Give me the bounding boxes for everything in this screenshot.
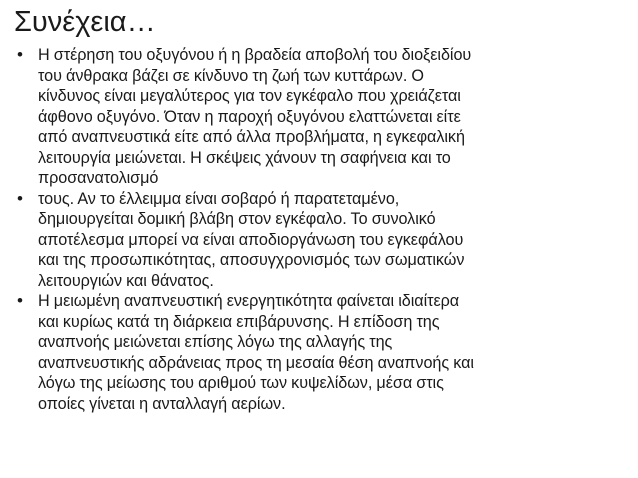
bullet-line: Η μειωμένη αναπνευστική ενεργητικότητα φαίνεται ιδιαίτερα — [38, 292, 460, 310]
bullet-line: αναπνευστικής αδράνειας προς τη μεσαία θέση αναπνοής και — [38, 353, 474, 372]
bullet-line: οποίες γίνεται η ανταλλαγή αερίων. — [38, 394, 286, 413]
bullet-dot-icon: • — [17, 45, 23, 64]
bullet-item-3 — [16, 291, 624, 414]
bullet-line: λόγω της μείωσης του αριθμού των κυψελίδων, μέσα στις — [38, 374, 444, 392]
bullet-dot-icon: • — [17, 291, 23, 310]
bullet-line: Η στέρηση του οξυγόνου ή η βραδεία αποβολή του διοξειδίου — [38, 46, 472, 64]
bullet-line: άφθονο οξυγόνο. Όταν η παροχή οξυγόνου ελαττώνεται είτε — [38, 107, 461, 126]
slide-title: Συνέχεια… — [14, 6, 156, 38]
bullet-line: και της προσωπικότητας, αποσυγχρονισμός των σωματικών — [38, 251, 465, 269]
bullet-list — [16, 45, 624, 414]
bullet-line: προσανατολισμό — [38, 169, 159, 187]
bullet-line: τους. Αν το έλλειμμα είναι σοβαρό ή παρατεταμένο, — [38, 189, 400, 208]
bullet-line: από αναπνευστικά είτε από άλλα προβλήματα, η εγκεφαλική — [38, 128, 465, 146]
bullet-line: λειτουργία μειώνεται. Η σκέψεις χάνουν τη σαφήνεια και το — [38, 148, 451, 167]
bullet-line: δημιουργείται δομική βλάβη στον εγκέφαλο. Το συνολικό — [38, 210, 436, 228]
bullet-item-2 — [16, 189, 624, 292]
bullet-line: του άνθρακα βάζει σε κίνδυνο τη ζωή των κυττάρων. Ο — [38, 66, 424, 85]
bullet-line: αναπνοής μειώνεται επίσης λόγω της αλλαγής της — [38, 333, 393, 351]
bullet-line: λειτουργιών και θάνατος. — [38, 271, 214, 290]
bullet-dot-icon: • — [17, 188, 23, 208]
bullet-line: κίνδυνος είναι μεγαλύτερος για τον εγκέφαλο που χρειάζεται — [38, 87, 461, 105]
bullet-line: και κυρίως κατά τη διάρκεια επιβάρυνσης. Η επίδοση της — [38, 312, 440, 331]
bullet-line: αποτέλεσμα μπορεί να είναι αποδιοργάνωση του εγκεφάλου — [38, 230, 464, 249]
bullet-item-1 — [16, 45, 624, 189]
